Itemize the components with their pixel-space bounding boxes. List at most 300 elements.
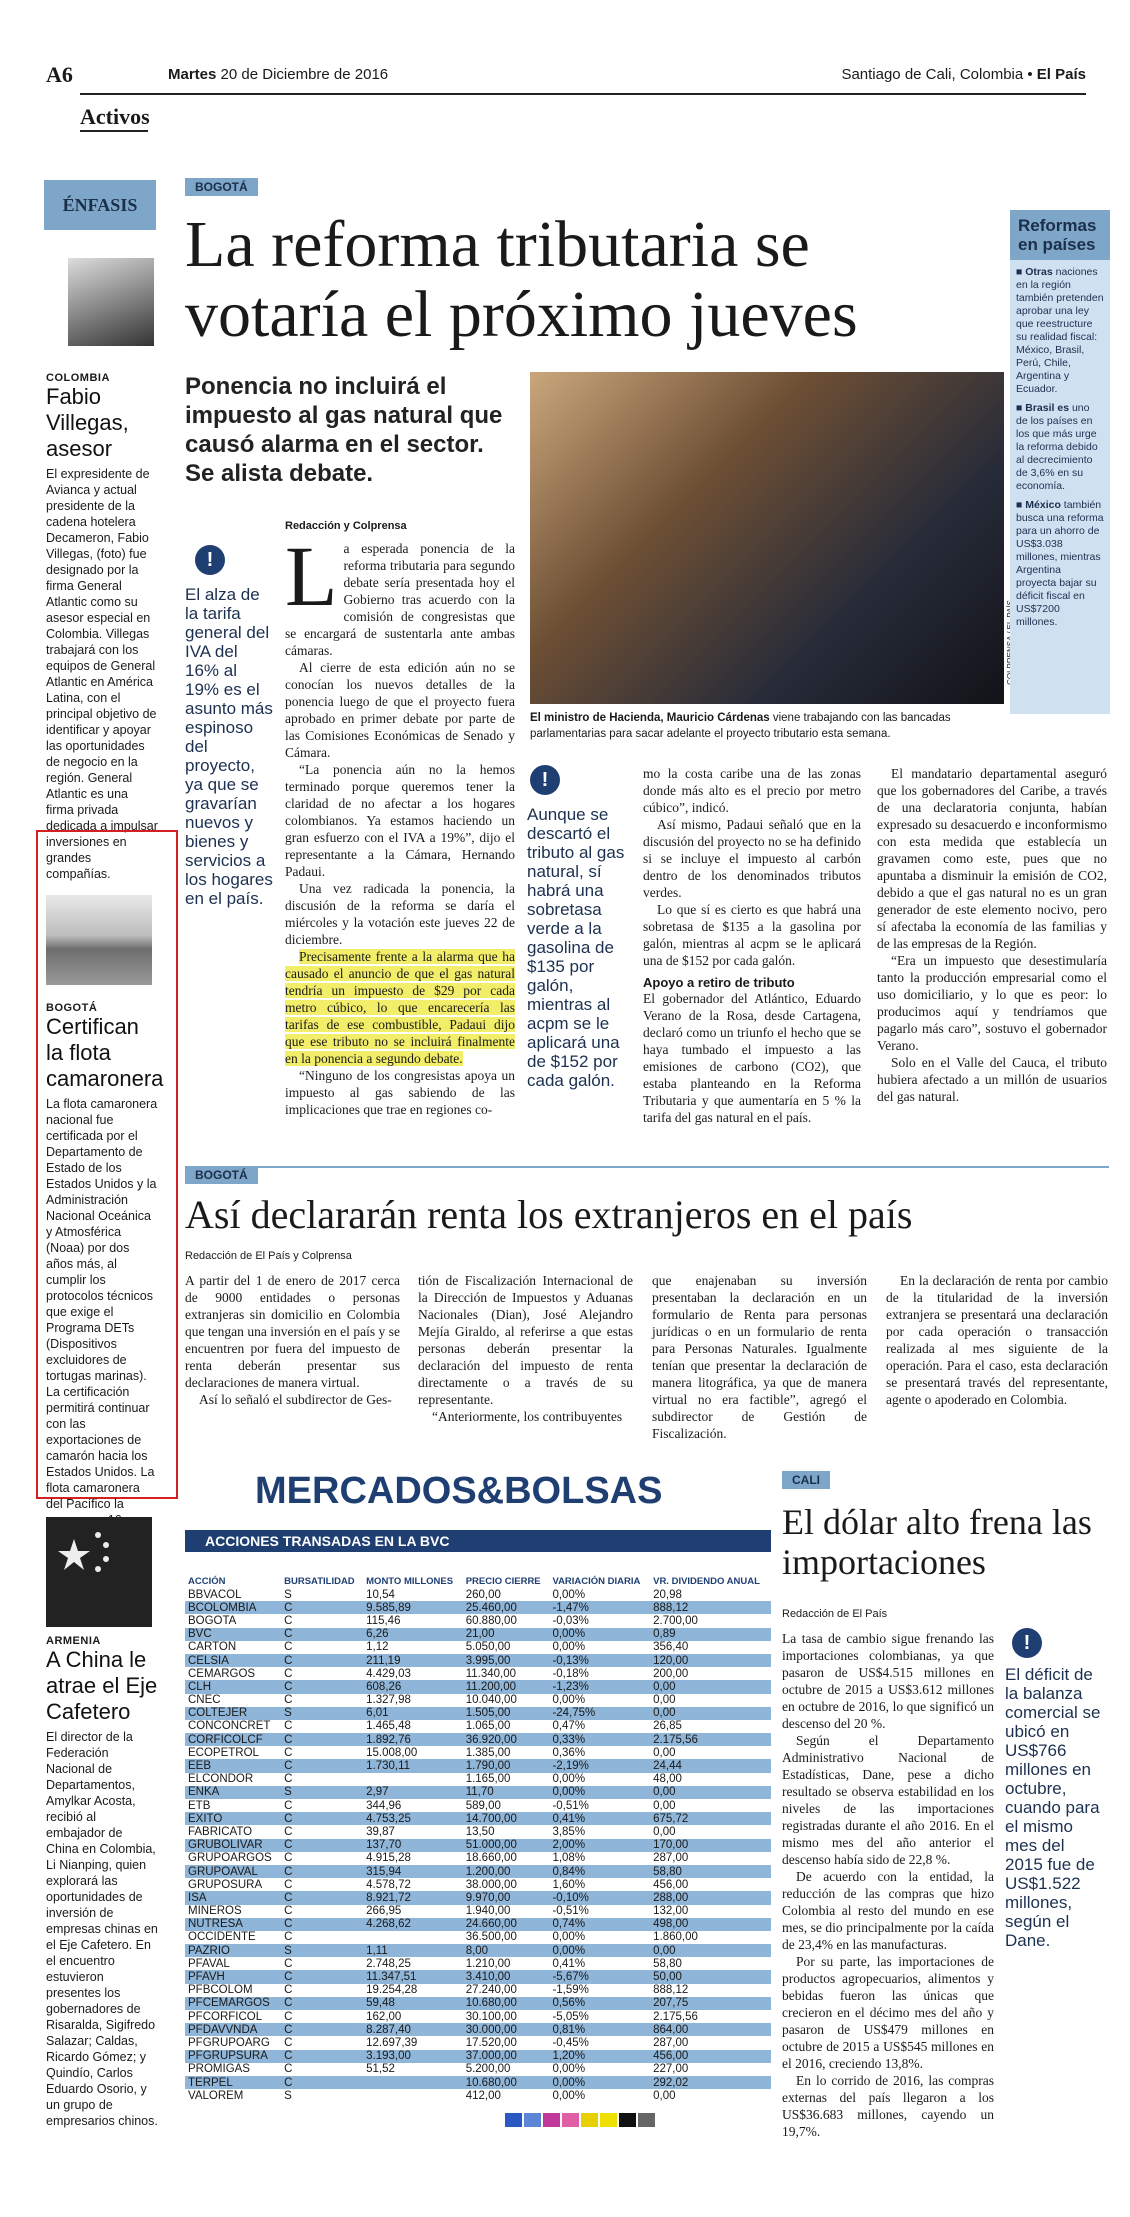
table-cell: C [284, 1720, 293, 1733]
main-photo [530, 372, 1004, 704]
table-cell: 0,33% [549, 1733, 650, 1746]
table-cell: 51,52 [366, 2063, 395, 2076]
item-text: también busca una reforma para un ahorro de US$3.038 millones, mientras Argentina proyecta bajar su déficit fiscal en US$7200 millones. [1016, 499, 1104, 628]
table-cell: VALOREM [188, 2089, 244, 2102]
table-cell: 0,00 [653, 1799, 676, 1812]
table-cell: 30.100,00 [465, 2010, 517, 2023]
table-cell: 60.880,00 [465, 1614, 517, 1627]
table-cell: -1,59% [552, 1984, 589, 1997]
table-cell: CEMARGOS [188, 1667, 256, 1680]
table-row [185, 1628, 771, 1641]
table-cell: 412,00 [465, 2089, 501, 2102]
table-cell: 12.697,39 [366, 2036, 418, 2049]
column-header: VR. DIVIDENDO ANUAL [653, 1576, 760, 1587]
date-text: 20 de Diciembre de 2016 [216, 66, 389, 83]
para-text: a esperada ponencia de la reforma tributaria para segundo debate sería presentada hoy el Gobierno tras acuerdo con la comisión de congresistas que se encargará de sustentarla ante ambas cámaras. [285, 541, 515, 658]
body-paragraph: Por su parte, las importaciones de productos agropecuarios, alimentos y bebidas fueron las únicas que crecieron en el décimo mes del año y pasaron de US$479 millones en octubre de 2015 a US$545 millones en el 2016, creciendo 13,8%. [782, 1954, 994, 2071]
table-cell: 8.921,72 [363, 1891, 463, 1904]
table-cell: C [284, 1825, 293, 1838]
table-cell: 0,00% [549, 1628, 650, 1641]
table-cell: 288,00 [650, 1891, 771, 1904]
table-cell: C [281, 1654, 363, 1667]
table-row [185, 1733, 771, 1746]
brief-china [46, 1635, 158, 2129]
table-cell: 36.500,00 [465, 1931, 517, 1944]
table-row [185, 2076, 771, 2089]
table-cell: C [281, 2050, 363, 2063]
brief-tag: ARMENIA [46, 1635, 101, 1647]
table-cell: 4.578,72 [366, 1878, 411, 1891]
table-cell: 0,00 [650, 1707, 771, 1720]
table-cell: 589,00 [465, 1799, 501, 1812]
table-cell: CORFICOLCF [185, 1733, 281, 1746]
table-cell: 5.050,00 [465, 1641, 511, 1654]
table-row [185, 1667, 771, 1680]
table-cell: 3.995,00 [463, 1654, 550, 1667]
table-cell: 1.385,00 [465, 1746, 511, 1759]
table-cell: C [284, 1957, 293, 1970]
table-cell: GRUPOAVAL [185, 1865, 281, 1878]
table-cell: -24,75% [549, 1707, 650, 1720]
table-cell: 132,00 [653, 1905, 689, 1918]
headline-3: El dólar alto frena las importaciones [782, 1502, 1092, 1582]
table-row [185, 1707, 771, 1720]
city-paper [841, 66, 1086, 83]
table-cell: FABRICATO [188, 1825, 253, 1838]
table-cell: S [281, 1944, 363, 1957]
stocks-table [185, 1575, 771, 2102]
table-cell: C [281, 1839, 363, 1852]
table-cell: C [284, 1852, 293, 1865]
table-cell: 888,12 [650, 1601, 771, 1614]
sidebar-title: Reformas en países [1010, 210, 1110, 260]
swatch [581, 2113, 598, 2127]
table-cell: 0,00 [650, 1944, 771, 1957]
city-text: Santiago de Cali, Colombia • [841, 66, 1037, 83]
table-cell: 0,00% [552, 2089, 586, 2102]
table-cell: 11.340,00 [465, 1667, 516, 1680]
table-cell: 2.700,00 [653, 1614, 698, 1627]
table-cell: 260,00 [465, 1588, 501, 1601]
brief-tag: COLOMBIA [46, 372, 110, 384]
table-cell: 6,01 [363, 1707, 463, 1720]
highlighted-text: Precisamente frente a la alarma que ha causado el anuncio de que el gas natural tendría un impuesto de $29 por cada metro cúbico, lo que encarecería las tarifas de ese combustible, Padaui dijo que ese tributo no se incluirá finalmente en la ponencia a segundo debate. [285, 949, 515, 1066]
edition-date [168, 66, 388, 83]
markets-title: MERCADOS&BOLSAS [255, 1470, 663, 1512]
table-cell: 0,74% [549, 1918, 650, 1931]
table-cell: 14.700,00 [463, 1812, 550, 1825]
brief-title: Certifican la flota camaronera [46, 1014, 164, 1091]
portrait-photo [68, 258, 154, 346]
paper-name: El País [1036, 66, 1086, 83]
table-cell: C [281, 1680, 363, 1693]
table-cell: 58,80 [653, 1957, 682, 1970]
table-cell: -0,03% [552, 1614, 589, 1627]
table-row [185, 2010, 771, 2023]
table-cell: PFAVH [185, 1970, 281, 1983]
table-cell: C [281, 1997, 363, 2010]
table-cell: 2.175,56 [650, 1733, 771, 1746]
brief-text: La flota camaronera nacional fue certificada por el Departamento de Estado de los Estados Unidos y la Administración Nacional Oceánica y Atmosférica (Noaa) por dos años más, al cumplir los protocolos técnicos que exige el Programa DETs (Dispositivos excluidores de tortugas marinas). La certificación permitirá continuar con las exportaciones de camarón hacia los Estados Unidos. La flota camaronera del Pacífico la [46, 1097, 158, 1511]
brief-title: A China le atrae el Eje Cafetero [46, 1647, 158, 1724]
table-cell: PFDAVVNDA [185, 2023, 281, 2036]
table-cell: 200,00 [653, 1667, 689, 1680]
body-paragraph: En la declaración de renta por cambio de la titularidad de la inversión extranjera se presentará una declaración por cada operación o transacción realizada al mes siguiente de la operación. Para el caso, esta declaración se presentará través del representante, agente o apoderado en Colombia. [886, 1273, 1108, 1407]
table-row [185, 1720, 771, 1733]
table-cell: 1.892,76 [363, 1733, 463, 1746]
brief-title: Fabio Villegas, asesor [46, 384, 129, 461]
table-cell: S [281, 1707, 363, 1720]
table-cell: -5,67% [549, 1970, 650, 1983]
table-cell: 0,00 [650, 1680, 771, 1693]
table-cell: 266,95 [366, 1905, 402, 1918]
table-cell: -0,10% [549, 1891, 650, 1904]
table-cell: CARTON [188, 1641, 237, 1654]
table-row [185, 1852, 771, 1865]
item-bold: México [1025, 499, 1061, 511]
table-cell: TERPEL [185, 2076, 281, 2089]
table-row [185, 2036, 771, 2049]
article-col-2 [643, 765, 861, 1126]
table-cell: 10.040,00 [465, 1694, 517, 1707]
table-cell: C [284, 1614, 293, 1627]
table-cell: 888,12 [653, 1984, 689, 1997]
table-cell: BVC [185, 1628, 281, 1641]
body-paragraph: Al cierre de esta edición aún no se conocían los nuevos detalles de la ponencia luego de que el proyecto fuera aprobado en primer debate por parte de las Comisiones Económicas de Senado y Cámara. [285, 660, 515, 760]
table-cell: 1,08% [552, 1852, 586, 1865]
body-paragraph: El mandatario departamental aseguró que los gobernadores del Caribe, a través de una declaratoria conjunta, habían expresado su desacuerdo e inconformismo con esta medida que establecía un gravamen como este, pues que no apuntaba a disminuir la emisión de CO2, debido a que el gas natural no es un gran generador de este elemento nocivo, pero sí afectaba la economía de las familias y de las empresas de la Región. [877, 766, 1107, 951]
table-cell: 1.165,00 [465, 1773, 511, 1786]
body-paragraph: Una vez radicada la ponencia, la discusión de la reforma se daría el miércoles y la votación este jueves 22 de diciembre. [285, 881, 515, 947]
sidebar-item: ■ Brasil es uno de los países en los que más urge la reforma debido al decrecimiento de 3,6% en su economía. [1016, 402, 1098, 492]
table-cell: 10,54 [366, 1588, 395, 1601]
table-cell: 10.680,00 [463, 1997, 550, 2010]
headline: La reforma tributaria se votaría el próximo jueves [185, 208, 858, 351]
table-cell: 2,97 [363, 1786, 463, 1799]
article-tag: CALI [782, 1471, 830, 1489]
markets-subtitle: ACCIONES TRANSADAS EN LA BVC [185, 1530, 771, 1552]
table-cell: 1.940,00 [465, 1905, 511, 1918]
table-cell: PFGRUPSURA [185, 2050, 281, 2063]
table-cell: 456,00 [650, 2050, 771, 2063]
item-bold: Otras [1025, 266, 1053, 278]
table-cell: C [281, 1970, 363, 1983]
swatch [638, 2113, 655, 2127]
table-cell: 37.000,00 [463, 2050, 550, 2063]
enfasis-label: ÉNFASIS [44, 180, 156, 230]
table-cell: 11,70 [463, 1786, 550, 1799]
table-cell: 207,75 [650, 1997, 771, 2010]
body-paragraph [285, 528, 515, 659]
table-cell: C [281, 1812, 363, 1825]
column-header: ACCIÓN [188, 1576, 226, 1587]
table-cell: PFBCOLOM [188, 1984, 253, 1997]
table-cell: 38.000,00 [465, 1878, 517, 1891]
page-number: A6 [46, 62, 73, 87]
table-cell: S [284, 2089, 292, 2102]
body-paragraph: Lo que sí es cierto es que habrá una sobretasa de $135 a la gasolina por galón, mientras al acpm se le aplicará una de $152 por cada galón. [643, 902, 861, 968]
brief-fabio [46, 372, 158, 882]
table-cell: NUTRESA [185, 1918, 281, 1931]
table-cell: -5,05% [552, 2010, 589, 2023]
body-paragraph: “Anteriormente, los contribuyentes [432, 1409, 623, 1424]
table-cell: 18.660,00 [465, 1852, 517, 1865]
caption-bold: El ministro de Hacienda, Mauricio Cárdenas [530, 712, 770, 724]
body-paragraph: “Era un impuesto que desestimularía tanto la producción empresarial como el uso domiciliario, y lo que es peor: lo producimos aquí y tendríamos que pagarlo más caro”, sostuvo el gobernador Verano. [877, 953, 1107, 1053]
swatch [543, 2113, 560, 2127]
column-header: PRECIO CIERRE [465, 1576, 541, 1587]
table-cell: 608,26 [363, 1680, 463, 1693]
table-cell: CONCONCRET [188, 1720, 271, 1733]
table-cell: EXITO [185, 1812, 281, 1825]
table-cell: C [284, 2063, 293, 2076]
table-cell: 0,36% [552, 1746, 586, 1759]
table-row [185, 1891, 771, 1904]
article-tag: BOGOTÁ [185, 1166, 258, 1184]
table-cell: 9.970,00 [463, 1891, 550, 1904]
table-cell: BBVACOL [188, 1588, 242, 1601]
pull-quote: Aunque se descartó el tributo al gas natural, sí habrá una sobretasa verde a la gasolina de $135 por galón, mientras al acpm se le aplicará una de $152 por cada galón. [527, 805, 625, 1090]
table-cell: C [284, 1878, 293, 1891]
body-paragraph: A partir del 1 de enero de 2017 cerca de 9000 entidades o personas extranjeras sin domicilio en Colombia que tengan una inversión en el país y se encuentren por fuera del impuesto de renta deberán presentar sus declaraciones de manera virtual. [185, 1273, 400, 1390]
table-cell: 24.660,00 [463, 1918, 550, 1931]
table-cell: -0,13% [549, 1654, 650, 1667]
table-row [185, 1773, 771, 1786]
table-cell: 39,87 [366, 1825, 395, 1838]
table-cell: 0,00 [653, 1825, 676, 1838]
table-cell: 26,85 [653, 1720, 682, 1733]
table-cell: 0,00 [650, 1786, 771, 1799]
article3-body [782, 1630, 994, 2140]
table-cell: ECOPETROL [188, 1746, 259, 1759]
table-row [185, 1812, 771, 1825]
brief-text: El director de la Federación Nacional de Departamentos, Amylkar Acosta, recibió al embajador de China en Colombia, Li Nianping, quien explorará las oportunidades de inversión de empresas chinas en el Eje Cafetero. En el encuentro estuvieron presentes los gobernadores de Risaralda, Sigifredo Salazar; Caldas, Ricardo Gómez; y Quindío, Carlos Eduardo Osorio, y un grupo de empresarios chinos. [46, 1730, 158, 2128]
table-cell: 0,41% [552, 1957, 586, 1970]
table-cell: 1,20% [549, 2050, 650, 2063]
table-cell: PFGRUPOARG [188, 2036, 270, 2049]
table-cell: C [284, 1799, 293, 1812]
body-paragraph: De acuerdo con la entidad, la reducción de las compras que hizo Colombia al resto del mundo en ese mes, se dio principalmente por la caída de 23,4% en las manufacturas. [782, 1869, 994, 1952]
table-cell: 4.268,62 [363, 1918, 463, 1931]
highlighted-paragraph [285, 948, 515, 1067]
table-cell: 1,12 [366, 1641, 389, 1654]
table-cell: 137,70 [363, 1839, 463, 1852]
table-row [185, 1865, 771, 1878]
table-cell: C [284, 2010, 293, 2023]
table-cell: 1.860,00 [653, 1931, 698, 1944]
table-row [185, 1944, 771, 1957]
section-title: Activos [80, 104, 148, 132]
body-paragraph: “Ninguno de los congresistas apoya un impuesto al gas sabiendo de las implicaciones que trae en regiones co- [285, 1068, 515, 1117]
table-row [185, 1825, 771, 1838]
table-cell: 50,00 [650, 1970, 771, 1983]
table-cell: C [281, 1891, 363, 1904]
table-cell: 27.240,00 [465, 1984, 517, 1997]
table-cell: 2.175,56 [653, 2010, 698, 2023]
table-cell: 170,00 [650, 1839, 771, 1852]
table-cell: 30.000,00 [463, 2023, 550, 2036]
body-paragraph: El gobernador del Atlántico, Eduardo Verano de la Rosa, desde Cartagena, declaró como un triunfo el hecho que se haya tumbado el impuesto a las emisiones de carbono (CO2), que estaba planteando en la Reforma Tributaria y que aumentaría en 5 % la tarifa del gas natural en el país. [643, 991, 861, 1125]
table-cell: 1.505,00 [463, 1707, 550, 1720]
table-row [185, 1957, 771, 1970]
table-row [185, 2063, 771, 2076]
table-row [185, 1601, 771, 1614]
body-paragraph: Solo en el Valle del Cauca, el tributo hubiera afectado a un millón de usuarios del gas natural. [877, 1055, 1107, 1104]
table-cell: C [284, 1905, 293, 1918]
table-cell: 13,50 [465, 1825, 495, 1838]
swatch [524, 2113, 541, 2127]
table-cell: ISA [185, 1891, 281, 1904]
table-cell: CELSIA [185, 1654, 281, 1667]
table-cell: 17.520,00 [465, 2036, 517, 2049]
china-flag-image [46, 1517, 152, 1627]
table-row [185, 1918, 771, 1931]
body-paragraph: “La ponencia aún no la hemos terminado porque queremos tener la claridad de no afectar a los hogares colombianos. Ya estamos haciendo un gran esfuerzo con el IVA a 19%”, dijo el representante a la Cámara, Hernando Padaui. [285, 762, 515, 879]
table-row [185, 1614, 771, 1627]
table-cell: C [284, 1984, 293, 1997]
table-cell: 162,00 [366, 2010, 402, 2023]
byline: Redacción de El País [782, 1608, 888, 1620]
section-divider [185, 1166, 1109, 1168]
swatch [600, 2113, 617, 2127]
table-row [185, 2023, 771, 2036]
table-cell: -0,45% [552, 2036, 589, 2049]
table-cell: 4.429,03 [366, 1667, 411, 1680]
header-rule [80, 93, 1086, 95]
subheading: Apoyo a retiro de tributo [643, 975, 795, 990]
item-text: naciones en la región también pretenden aprobar una ley que reestructure su realidad fiscal: México, Brasil, Perú, Chile, Argentina y Ecuador. [1016, 266, 1104, 395]
table-cell: 0,00% [552, 1588, 586, 1601]
table-cell: ELCONDOR [188, 1773, 254, 1786]
column-header: VARIACIÓN DIARIA [552, 1576, 641, 1587]
table-cell: 24,44 [650, 1759, 771, 1772]
table-row [185, 1680, 771, 1693]
body-paragraph: En lo corrido de 2016, las compras externas del país llegaron a los US$36.683 millones, cayendo un 19,7%. [782, 2073, 994, 2139]
table-cell: 1,11 [363, 1944, 463, 1957]
table-cell: 864,00 [650, 2023, 771, 2036]
table-cell: 0,00% [552, 1773, 586, 1786]
body-paragraph: Así lo señaló el subdirector de Ges- [199, 1392, 392, 1407]
table-cell: 9.585,89 [363, 1601, 463, 1614]
table-cell: 315,94 [363, 1865, 463, 1878]
exclamation-icon: ! [195, 545, 225, 575]
table-cell: 6,26 [363, 1628, 463, 1641]
table-row [185, 2050, 771, 2063]
article-tag: BOGOTÁ [185, 178, 258, 196]
body-paragraph: tión de Fiscalización Internacional de la Dirección de Impuestos y Aduanas Nacionales (Dian), José Alejandro Mejía Giraldo, al referirse a que estas personas deberán presentar la declaración del impuesto de renta directamente o a través de su representante. [418, 1273, 633, 1407]
photo-caption [530, 710, 1004, 742]
table-cell: MINEROS [188, 1905, 242, 1918]
byline: Redacción y Colprensa [285, 520, 407, 532]
table-cell: 1.790,00 [463, 1759, 550, 1772]
table-cell: C [281, 1601, 363, 1614]
article-col-1 [285, 528, 515, 1118]
table-body [185, 1588, 771, 2102]
table-cell: 15.008,00 [366, 1746, 418, 1759]
table-cell: 356,40 [653, 1641, 689, 1654]
harbor-photo [46, 895, 152, 985]
table-cell: OCCIDENTE [188, 1931, 256, 1944]
print-color-bar [505, 2113, 655, 2127]
article2-col-3 [652, 1272, 867, 1442]
table-cell: 0,56% [549, 1997, 650, 2010]
table-cell: 8,00 [463, 1944, 550, 1957]
table-cell: C [284, 1694, 293, 1707]
article2-col-2 [418, 1272, 633, 1425]
table-cell: 36.920,00 [463, 1733, 550, 1746]
table-cell: 20,98 [653, 1588, 682, 1601]
table-cell: ENKA [185, 1786, 281, 1799]
sidebar-item: ■ Otras naciones en la región también pretenden aprobar una ley que reestructure su realidad fiscal: México, Brasil, Perú, Chile, Argentina y Ecuador. [1016, 266, 1104, 395]
table-cell: C [284, 1931, 293, 1944]
table-cell: 25.460,00 [463, 1601, 550, 1614]
body-paragraph: que enajenaban su inversión presentaban la declaración en un formulario de Renta para personas jurídicas o en un formulario de renta para Personas Naturales. Igualmente tenían que presentar la declaración de manera litográfica, ya que de manera virtual no era factible”, agregó el subdirector de Gestión de Fiscalización. [652, 1273, 867, 1441]
pull-quote: El alza de la tarifa general del IVA del 16% al 19% es el asunto más espinoso del proyecto, ya que se gravarían nuevos y bienes y servicios a los hogares en el país. [185, 585, 273, 908]
table-cell: 2.748,25 [366, 1957, 411, 1970]
table-cell: 11.347,51 [363, 1970, 463, 1983]
table-row [185, 2089, 771, 2102]
table-cell: 21,00 [463, 1628, 550, 1641]
exclamation-icon: ! [1012, 1628, 1042, 1658]
table-row [185, 1786, 771, 1799]
table-cell: 4.915,28 [366, 1852, 411, 1865]
table-cell: 115,46 [366, 1614, 401, 1627]
table-row [185, 1641, 771, 1654]
table-cell: GRUPOSURA [188, 1878, 263, 1891]
item-text: uno de los países en los que más urge la reforma debido al decrecimiento de 3,6% en su economía. [1016, 402, 1098, 492]
table-cell: 48,00 [653, 1773, 682, 1786]
table-cell: 0,00% [552, 2063, 586, 2076]
sidebar-item: ■ México también busca una reforma para un ahorro de US$3.038 millones, mientras Argentina proyecta bajar su déficit fiscal en US$7200 millones. [1016, 499, 1104, 628]
table-cell: GRUBOLIVAR [185, 1839, 281, 1852]
subheadline: Ponencia no incluirá el impuesto al gas natural que causó alarma en el sector. Se alista debate. [185, 373, 503, 487]
table-cell: COLTEJER [185, 1707, 281, 1720]
table-cell: 344,96 [366, 1799, 402, 1812]
table-cell: PFAVAL [188, 1957, 230, 1970]
table-cell: -2,19% [549, 1759, 650, 1772]
table-cell: 0,00 [653, 2089, 676, 2102]
body-paragraph: mo la costa caribe una de las zonas donde más alto es el precio por metro cúbico”, indicó. [643, 766, 861, 815]
table-cell: PAZRIO [185, 1944, 281, 1957]
table-cell: 10.680,00 [463, 2076, 550, 2089]
table-cell: 58,80 [650, 1865, 771, 1878]
article2-col-1 [185, 1272, 400, 1408]
table-cell: 0,00% [549, 1944, 650, 1957]
byline: Redacción de El País y Colprensa [185, 1250, 352, 1262]
table-cell: 211,19 [363, 1654, 463, 1667]
table-cell [363, 1773, 463, 1786]
table-cell: 2,00% [549, 1839, 650, 1852]
table-cell: 0,00% [552, 1931, 586, 1944]
table-cell: C [284, 2036, 293, 2049]
table-cell: 3.193,00 [363, 2050, 463, 2063]
table-cell: 0,00 [653, 1746, 676, 1759]
table-cell: ETB [188, 1799, 211, 1812]
table-cell: 19.254,28 [366, 1984, 418, 1997]
table-cell: 498,00 [650, 1918, 771, 1931]
table-row [185, 1654, 771, 1667]
date-weekday: Martes [168, 66, 217, 83]
caption-text: viene trabajando con las bancadas parlamentarias para sacar adelante el proyecto tributario esta semana. [530, 712, 951, 740]
table-cell: 0,41% [549, 1812, 650, 1825]
table-cell: 1.327,98 [366, 1694, 411, 1707]
table-cell: 1,60% [552, 1878, 586, 1891]
table-cell: 0,89 [650, 1628, 771, 1641]
table-cell: 1.465,48 [366, 1720, 411, 1733]
brief-flota [46, 1002, 164, 1544]
table-cell: S [284, 1588, 292, 1601]
table-cell: PFCEMARGOS [185, 1997, 281, 2010]
